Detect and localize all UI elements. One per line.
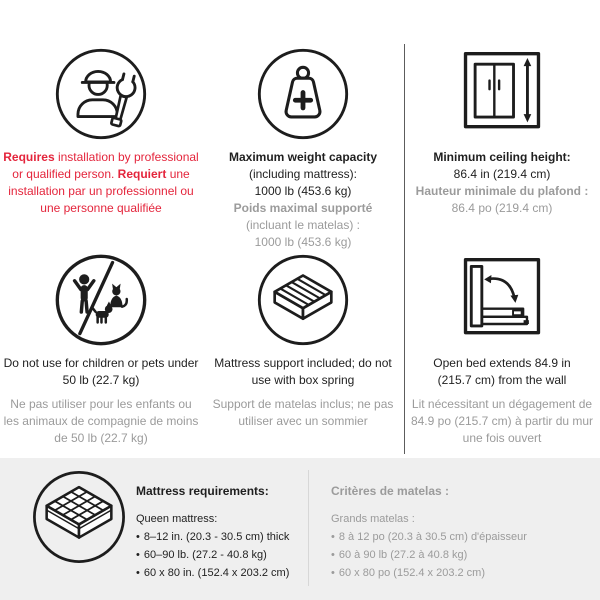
open-bed-text-fr: Lit nécessitant un dégagement de 84.9 po (215.7 cm) à partir du mur une fois ouvert [410, 397, 594, 445]
installation-text-fr-bold: Requiert [117, 167, 167, 181]
mattress-support-text-en: Mattress support included; do not use with box spring [214, 356, 392, 387]
weight-value-fr: 1000 lb (453.6 kg) [254, 235, 352, 249]
bullet-size-en: • 60 x 80 in. (152.4 x 203.2 cm) [136, 564, 308, 582]
vertical-divider-bottom [308, 470, 309, 586]
quilted-mattress-icon [30, 468, 128, 566]
ceiling-value-en: 86.4 in (219.4 cm) [453, 167, 551, 181]
queen-mattress-subheading: Queen mattress: [136, 513, 218, 525]
grands-matelas-subheading: Grands matelas : [331, 513, 415, 525]
mattress-requirements-heading-fr: Critères de matelas : [331, 484, 450, 498]
open-bed-icon-box [454, 252, 550, 348]
weight-text [229, 149, 377, 251]
bullet-weight-fr: • 60 à 90 lb (27.2 à 40.8 kg) [331, 546, 569, 564]
vertical-divider [404, 44, 405, 454]
mattress-requirements-fr [331, 482, 569, 582]
weight-value-en: 1000 lb (453.6 kg) [254, 184, 352, 198]
open-bed-text-en: Open bed extends 84.9 in (215.7 cm) from the wall [433, 356, 571, 387]
bullet-thickness-fr: • 8 à 12 po (20.3 à 30.5 cm) d'épaisseur [331, 528, 569, 546]
mattress-requirements-en [136, 482, 308, 582]
bullet-weight-en: • 60–90 lb. (27.2 - 40.8 kg) [136, 546, 308, 564]
installation-icon-box [53, 46, 149, 142]
slatted-support-icon [255, 252, 351, 348]
ceiling-height-cell [404, 0, 600, 252]
weight-plus-icon [255, 46, 351, 142]
mattress-support-text-fr: Support de matelas inclus; ne pas utiliser avec un sommier [212, 397, 394, 428]
no-children-pets-cell [0, 252, 202, 458]
mattress-requirements-section [0, 458, 600, 600]
bullet-size-fr: • 60 x 80 po (152.4 x 203.2 cm) [331, 564, 569, 582]
bullet-thickness-en: • 8–12 in. (20.3 - 30.5 cm) thick [136, 528, 308, 546]
ceiling-heading-en: Minimum ceiling height: [433, 150, 571, 164]
weight-line2-fr: (incluant le matelas) : [245, 218, 361, 232]
open-bed-clearance-cell [404, 252, 600, 458]
installation-text-fr: une installation par un professionnel ou une personne qualifiée [8, 167, 194, 215]
weight-line2-en: (including mattress): [248, 167, 358, 181]
installation-requirement-cell [0, 0, 202, 252]
weight-capacity-cell [202, 0, 404, 252]
weight-heading-fr: Poids maximal supporté [233, 201, 373, 215]
mattress-support-cell [202, 252, 404, 458]
weight-heading-en: Maximum weight capacity [228, 150, 378, 164]
ceiling-icon-box [454, 46, 550, 142]
open-murphy-bed-icon [454, 252, 550, 348]
mattress-icon-box [30, 468, 128, 571]
no-children-pets-icon-box [53, 252, 149, 348]
mattress-support-icon-box [255, 252, 351, 348]
weight-icon-box [255, 46, 351, 142]
ceiling-heading-fr: Hauteur minimale du plafond : [415, 184, 589, 198]
mattress-requirements-heading-en: Mattress requirements: [136, 484, 269, 498]
installation-text [1, 149, 201, 217]
no-children-pets-text-fr: Ne pas utiliser pour les enfants ou les animaux de compagnie de moins de 50 lb (22.7 kg) [3, 397, 199, 445]
no-children-pets-text-en: Do not use for children or pets under 50 lb (22.7 kg) [3, 356, 199, 387]
ceiling-text [416, 149, 589, 217]
ceiling-value-fr: 86.4 po (219.4 cm) [451, 201, 553, 215]
no-children-pets-icon [53, 252, 149, 348]
cabinet-height-arrow-icon [454, 46, 550, 142]
installation-text-en: installation by professional or qualified person. [12, 150, 199, 181]
installation-text-en-bold: Requires [3, 150, 55, 164]
worker-hardhat-wrench-icon [53, 46, 149, 142]
